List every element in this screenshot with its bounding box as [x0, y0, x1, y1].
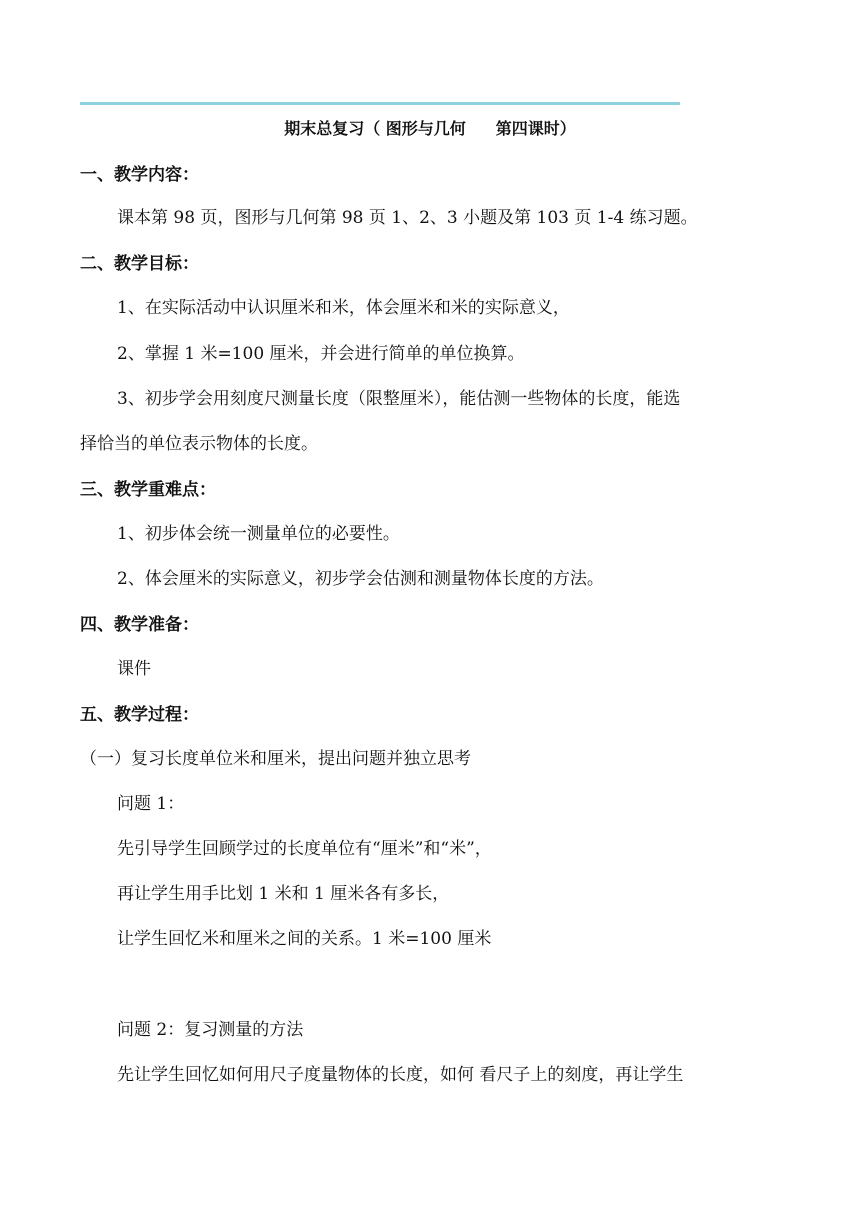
prep-text: 课件 — [117, 659, 151, 679]
goal-2: 2、掌握 1 米=100 厘米，并会进行简单的单位换算。 — [117, 344, 525, 364]
question-1-line-b: 再让学生用手比划 1 米和 1 厘米各有多长， — [117, 884, 450, 904]
question-2-line-a: 先让学生回忆如何用尺子度量物体的长度，如何 看尺子上的刻度，再让学生 — [117, 1065, 684, 1085]
section-heading-keypoints: 三、教学重难点： — [80, 480, 216, 500]
content-text: 课本第 98 页，图形与几何第 98 页 1、2、3 小题及第 103 页 1-4 练习题。 — [117, 208, 698, 228]
question-2-label: 问题 2：复习测量的方法 — [117, 1020, 304, 1040]
goal-1: 1、在实际活动中认识厘米和米，体会厘米和米的实际意义， — [117, 298, 570, 318]
title-part1: 期末总复习（ 图形与几何 — [284, 119, 466, 138]
question-1-label: 问题 1： — [117, 794, 185, 814]
title-part2: 第四课时） — [495, 119, 576, 138]
question-1-line-c: 让学生回忆米和厘米之间的关系。1 米=100 厘米 — [117, 929, 492, 949]
question-1-line-a: 先引导学生回顾学过的长度单位有“厘米”和“米”， — [117, 839, 492, 859]
keypoint-1: 1、初步体会统一测量单位的必要性。 — [117, 524, 400, 544]
keypoint-2: 2、体会厘米的实际意义，初步学会估测和测量物体长度的方法。 — [117, 569, 604, 589]
section-heading-goals: 二、教学目标： — [80, 254, 199, 274]
goal-3-line1: 3、初步学会用刻度尺测量长度（限整厘米），能估测一些物体的长度，能选 — [117, 389, 681, 409]
section-heading-prep: 四、教学准备： — [80, 615, 199, 635]
goal-3-line2: 择恰当的单位表示物体的长度。 — [80, 434, 318, 454]
document-title — [0, 118, 860, 140]
section-heading-content: 一、教学内容： — [80, 165, 199, 185]
section-heading-process: 五、教学过程： — [80, 705, 199, 725]
header-rule — [80, 102, 680, 105]
process-subheading-1: （一）复习长度单位米和厘米，提出问题并独立思考 — [80, 749, 471, 769]
